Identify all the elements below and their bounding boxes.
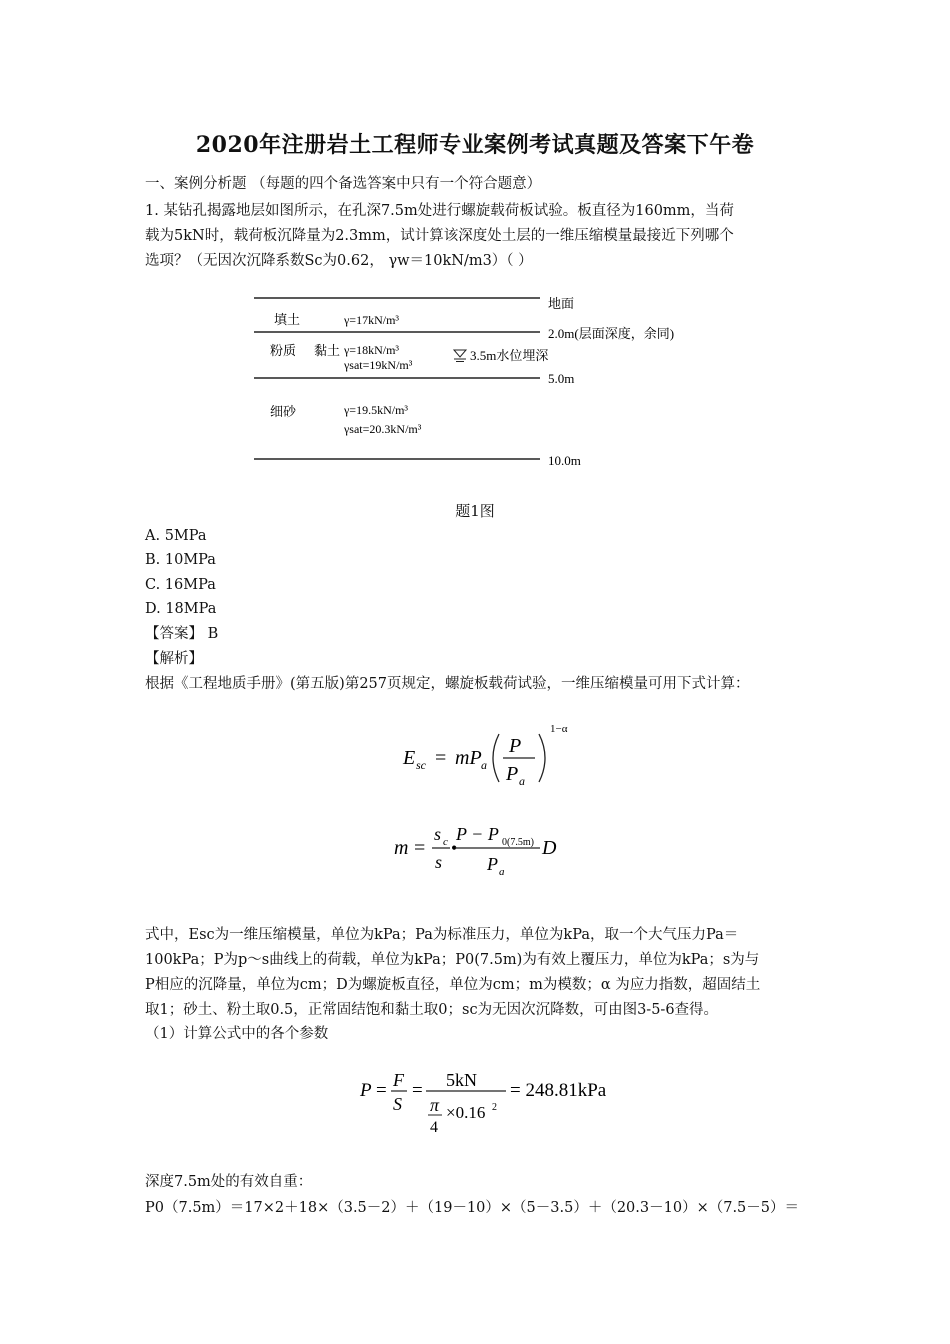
stratum-figure: [240, 288, 720, 478]
explanation-line-2: 100kPa；P为p～s曲线上的荷载，单位为kPa；P0(7.5m)为有效上覆压力，单位为kPa；s为与: [145, 952, 760, 968]
svg-text:•: •: [451, 838, 458, 858]
label-water: 3.5m水位埋深: [470, 348, 549, 363]
question-line-2: 载为5kN时，载荷板沉降量为2.3mm，试计算该深度处土层的一维压缩模量最接近下列哪个: [145, 228, 734, 244]
analysis-label: 【解析】: [145, 651, 203, 667]
layer3-gamma: γ=19.5kN/m³: [344, 403, 409, 417]
layer1-name: 填土: [274, 312, 301, 327]
water-level-icon: [454, 350, 466, 362]
label-5m: 5.0m: [548, 371, 575, 386]
formula-p: [358, 1062, 608, 1142]
svg-text:P: P: [487, 854, 498, 874]
label-ground: 地面: [548, 296, 575, 311]
svg-text:= 248.81kPa: = 248.81kPa: [510, 1080, 607, 1101]
option-c: C. 16MPa: [145, 577, 216, 593]
svg-text:sc: sc: [416, 758, 426, 772]
svg-text:a: a: [519, 774, 525, 788]
step-1: （1）计算公式中的各个参数: [145, 1026, 329, 1042]
page-title: 2020年注册岩土工程师专业案例考试真题及答案下午卷: [195, 132, 755, 158]
explanation-line-4: 取1；砂土、粉土取0.5，正常固结饱和黏土取0；sc为无因次沉降数，可由图3-5-6查得。: [145, 1002, 719, 1018]
svg-text:4: 4: [430, 1119, 438, 1136]
svg-text:s: s: [434, 824, 442, 844]
svg-text:D: D: [542, 837, 557, 859]
layer2-gsat: γsat=19kN/m³: [344, 358, 413, 372]
svg-text:P: P: [506, 763, 519, 785]
svg-text:0(7.5m): 0(7.5m): [502, 837, 534, 848]
svg-text:P: P: [360, 1080, 372, 1101]
svg-text:π: π: [430, 1095, 440, 1115]
svg-text:=: =: [414, 837, 426, 859]
svg-text:F: F: [393, 1070, 404, 1090]
label-10m: 10.0m: [548, 453, 581, 468]
svg-text:×0.16: ×0.16: [446, 1103, 486, 1122]
formula-esc: [395, 718, 595, 792]
option-a: A. 5MPa: [145, 528, 207, 544]
svg-text:P: P: [509, 735, 522, 757]
label-2m: 2.0m(层面深度，余同): [548, 326, 675, 341]
svg-text:5kN: 5kN: [446, 1070, 477, 1090]
explanation-line-1: 式中，Esc为一维压缩模量，单位为kPa；Pa为标准压力，单位为kPa，取一个大气压力Pa＝: [145, 927, 739, 943]
formula-m: [392, 818, 592, 880]
figure-caption: 题1图: [455, 502, 495, 520]
svg-text:=: =: [412, 1080, 423, 1101]
layer1-gamma: γ=17kN/m³: [344, 313, 400, 327]
svg-text:c: c: [443, 836, 448, 848]
explanation-line-3: P相应的沉降量，单位为cm；D为螺旋板直径，单位为cm；m为模数；α 为应力指数，超固结土: [145, 977, 761, 993]
svg-text:=: =: [376, 1080, 387, 1101]
layer2-name-1: 粉质: [270, 343, 297, 358]
option-d: D. 18MPa: [145, 601, 217, 617]
layer3-gsat: γsat=20.3kN/m³: [344, 422, 422, 436]
svg-text:=: =: [435, 747, 447, 769]
layer2-name-2: 黏土: [314, 343, 341, 358]
svg-text:a: a: [499, 866, 505, 878]
layer3-name: 细砂: [270, 404, 297, 419]
svg-text:mP: mP: [455, 747, 482, 769]
option-b: B. 10MPa: [145, 552, 216, 568]
svg-text:a: a: [481, 758, 487, 772]
section-heading: 一、案例分析题 （每题的四个备选答案中只有一个符合题意）: [145, 176, 542, 192]
question-line-1: 1. 某钻孔揭露地层如图所示，在孔深7.5m处进行螺旋载荷板试验。板直径为160mm，当荷: [145, 203, 734, 219]
p0-line: P0（7.5m）＝17×2＋18×（3.5－2）＋（19－10）×（5－3.5）＋（20.3－10）×（7.5－5）＝: [145, 1200, 800, 1216]
depth-label: 深度7.5m处的有效自重：: [145, 1174, 313, 1190]
svg-text:s: s: [435, 852, 443, 872]
svg-text:S: S: [393, 1094, 402, 1114]
svg-text:1−α: 1−α: [550, 723, 568, 735]
svg-text:P − P: P − P: [456, 824, 499, 844]
svg-text:2: 2: [492, 1102, 497, 1113]
answer-line: 【答案】 B: [145, 626, 219, 642]
question-line-3: 选项？（无因次沉降系数Sc为0.62， γw＝10kN/m3）（ ）: [145, 253, 533, 269]
analysis-intro: 根据《工程地质手册》(第五版)第257页规定，螺旋板载荷试验，一维压缩模量可用下式计算：: [145, 676, 750, 692]
svg-text:E: E: [403, 747, 416, 769]
svg-text:m: m: [394, 837, 409, 859]
layer2-gamma: γ=18kN/m³: [344, 343, 400, 357]
